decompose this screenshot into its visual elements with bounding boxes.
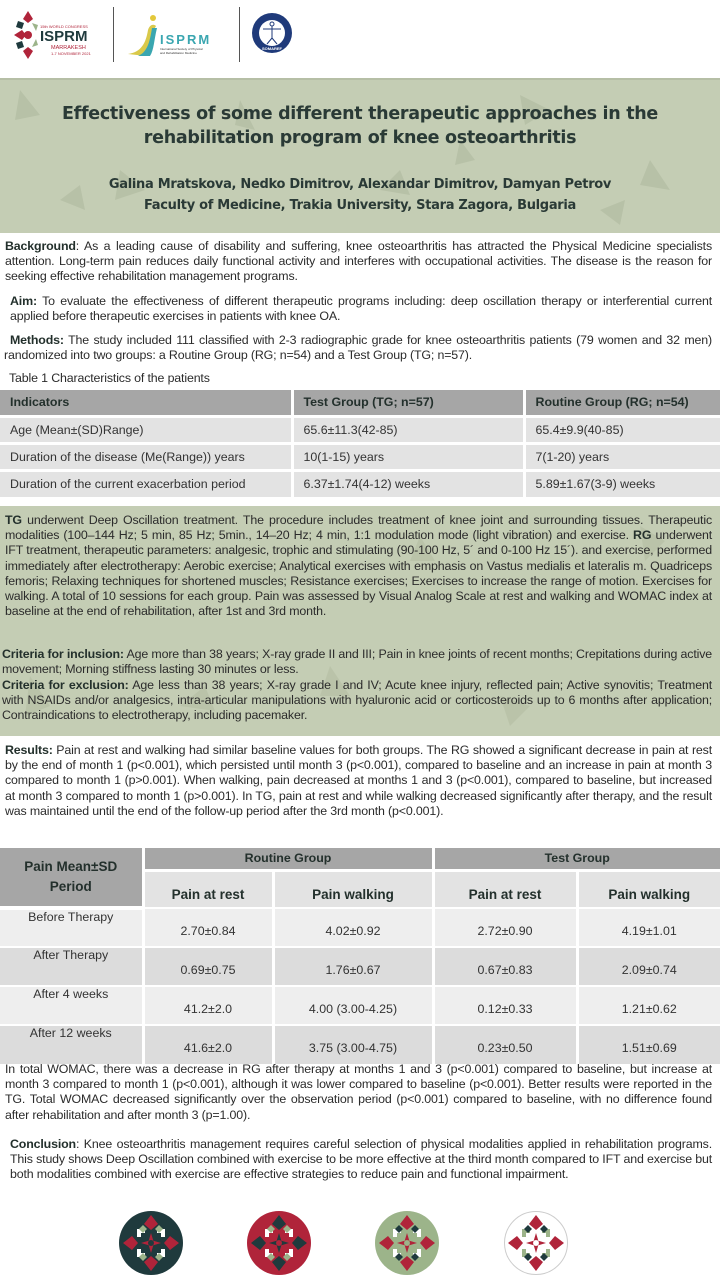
somaref-logo: [251, 12, 293, 54]
header-routine-group: Routine Group (RG; n=54): [524, 390, 720, 416]
value-cell: 41.2±2.0: [143, 986, 273, 1025]
header-indicators: Indicators: [0, 390, 292, 416]
header-test-group: Test Group: [433, 848, 720, 870]
group-header-row: [0, 848, 720, 870]
table-row: [0, 947, 720, 986]
results-label: Results:: [5, 743, 53, 757]
tg-value-cell: 65.6±11.3(42-85): [292, 416, 524, 443]
conclusion-text: : Knee osteoarthritis management requires careful selection of physical modalities applied in rehabilitation programs. This study shows Deep Oscillation combined with exercise to be more effective at the third month compared to IFT and exercise but both modalities combined with exercise are effective strategies to reduce pain and functional impairment.: [10, 1137, 712, 1182]
value-cell: 0.23±0.50: [433, 1025, 577, 1064]
methods-section: [4, 333, 712, 363]
aim-section: [10, 294, 712, 324]
svg-text:ISPRM: ISPRM: [160, 32, 212, 47]
tg-text: underwent Deep Oscillation treatment. The procedure includes treatment of knee joint and surrounding tissues. Therapeutic modalities (100–144 Hz; 5 min, 85 Hz; 5min., 14–20 Hz; 4 min, 1:1 modulation mode (light vibration) and exercise.: [5, 513, 712, 543]
treatment-criteria-panel: [0, 506, 720, 736]
value-cell: 0.67±0.83: [433, 947, 577, 986]
tg-value-cell: 10(1-15) years: [292, 443, 524, 470]
svg-text:15th WORLD CONGRESS: 15th WORLD CONGRESS: [40, 24, 88, 29]
svg-text:SOMAREF: SOMAREF: [262, 46, 282, 51]
header-tg-pain-rest: Pain at rest: [433, 870, 577, 908]
value-cell: 4.00 (3.00-4.25): [273, 986, 433, 1025]
exclusion-text: Age less than 38 years; X-ray grade I and IV; Acute knee injury, reflected pain; Active synovitis; Treatment with NSAIDs and/or analgesics, intra-articular manipulations with hyaluronic acid or corticosteroids up to 6 months after application; Contraindications to electrotherapy, including pacemaker.: [2, 678, 713, 723]
table-header-row: [0, 390, 720, 416]
logo-divider: [113, 7, 114, 62]
inclusion-label: Criteria for inclusion:: [2, 647, 124, 661]
svg-text:International Society of Physi: International Society of Physical: [160, 47, 203, 51]
svg-text:MARRAKESH: MARRAKESH: [51, 45, 86, 51]
title-line-1: Effectiveness of some different therapeutic approaches in the: [61, 104, 658, 124]
medallion-white-icon: [503, 1210, 569, 1276]
corner-header: [0, 848, 143, 908]
svg-text:ISPRM: ISPRM: [40, 28, 88, 45]
rg-value-cell: 7(1-20) years: [524, 443, 720, 470]
table-row: [0, 470, 720, 497]
period-cell: After 4 weeks: [0, 986, 143, 1025]
author-block: [0, 174, 720, 216]
patient-characteristics-table: [0, 390, 720, 497]
table-row: [0, 443, 720, 470]
aim-label: Aim:: [10, 294, 37, 308]
corner-line-2: Period: [49, 879, 92, 894]
background-section: [5, 239, 712, 285]
rg-value-cell: 5.89±1.67(3-9) weeks: [524, 470, 720, 497]
title-line-2: rehabilitation program of knee osteoarthritis: [143, 128, 577, 148]
rg-value-cell: 65.4±9.9(40-85): [524, 416, 720, 443]
womac-section: In total WOMAC, there was a decrease in RG after therapy at months 1 and 3 (p<0.001) compared to baseline, but increase at month 3 compared to month 1 (p<0.001), although it was lower compared to baseline (p<0.001). Better results were reported in the TG. Total WOMAC decreased significantly over the observation period (p<0.001) compared to baseline, with no difference found after rehabilitation and after month 3 (p=1.00).: [5, 1062, 712, 1122]
table-row: [0, 416, 720, 443]
rg-text: underwent IFT treatment, therapeutic parameters: analgesic, trophic and stimulating (90-100 Hz, 5´ and 0-100 Hz 15´). and exercise, performed immediately after electrotherapy: Aerobic exercise; Analytical exercises with emphasis on Vastus medialis et lateralis m. Quadriceps femoris; Relaxing techniques for shortened muscles; Resistance exercises; Exercises to increase the range of motion. Exercises for walking. A total of 10 sessions for each group. Pain was assessed by Visual Analog Scale at rest and walking and WOMAC index at baseline at the end of rehabilitation, after 1st and 3rd month.: [5, 528, 712, 619]
header-rg-pain-rest: Pain at rest: [143, 870, 273, 908]
isprm-logo: [124, 12, 234, 62]
medallion-green-icon: [374, 1210, 440, 1276]
isprm-marrakesh-logo: [14, 8, 104, 62]
table-row: [0, 986, 720, 1025]
value-cell: 0.12±0.33: [433, 986, 577, 1025]
value-cell: 41.6±2.0: [143, 1025, 273, 1064]
poster-title: [0, 102, 720, 150]
table-row: [0, 908, 720, 947]
value-cell: 2.72±0.90: [433, 908, 577, 947]
exclusion-criteria: [2, 678, 712, 724]
value-cell: 0.69±0.75: [143, 947, 273, 986]
affiliation: Faculty of Medicine, Trakia University, Stara Zagora, Bulgaria: [143, 198, 577, 213]
value-cell: 1.51±0.69: [577, 1025, 720, 1064]
header-tg-pain-walking: Pain walking: [577, 870, 720, 908]
inclusion-criteria: [2, 647, 712, 677]
results-text: Pain at rest and walking had similar baseline values for both groups. The RG showed a significant decrease in pain at rest by the end of month 1 (p<0.001), which persisted until month 3 (p<0.001), compared to baseline and an increase in pain at month 3 compared to month 1 (p>0.001). When walking, pain decreased at months 1 and 3 (p<0.001), compared to baseline, but increased at month 3 compared to month 1 (p>0.001). In TG, pain at rest and while walking decreased significantly after therapy, and the result was maintained until the end of the follow-up period after the 3rd month (p<0.001).: [5, 743, 712, 818]
conclusion-label: Conclusion: [10, 1137, 76, 1151]
methods-text: The study included 111 classified with 2-3 radiographic grade for knee osteoarthritis patients (79 women and 32 men) randomized into two groups: a Routine Group (RG; n=54) and a Test Group (TG; n=57).: [4, 333, 712, 363]
authors: Galina Mratskova, Nedko Dimitrov, Alexandar Dimitrov, Damyan Petrov: [108, 177, 612, 192]
background-text: : As a leading cause of disability and suffering, knee osteoarthritis has attracted the Physical Medicine specialists attention. Long-term pain reduces daily functional activity and interferes with occupational activities. The disease is the reason for seeking effective rehabilitation management programs.: [5, 239, 712, 284]
medallion-dark-icon: [118, 1210, 184, 1276]
svg-text:1-7 NOVEMBER 2021: 1-7 NOVEMBER 2021: [51, 51, 91, 56]
value-cell: 3.75 (3.00-4.75): [273, 1025, 433, 1064]
period-cell: After 12 weeks: [0, 1025, 143, 1064]
conclusion-section: [10, 1137, 712, 1183]
indicator-cell: Age (Mean±(SD)Range): [0, 416, 292, 443]
period-cell: After Therapy: [0, 947, 143, 986]
svg-text:and Rehabilitation Medicine: and Rehabilitation Medicine: [160, 51, 197, 55]
value-cell: 2.09±0.74: [577, 947, 720, 986]
corner-line-1: Pain Mean±SD: [24, 859, 118, 874]
methods-label: Methods:: [10, 333, 64, 347]
header-test-group: Test Group (TG; n=57): [292, 390, 524, 416]
footer-medallions: [0, 1210, 720, 1276]
value-cell: 1.76±0.67: [273, 947, 433, 986]
rg-label: RG: [633, 528, 652, 543]
exclusion-label: Criteria for exclusion:: [2, 678, 129, 692]
inclusion-text: Age more than 38 years; X-ray grade II and III; Pain in knee joints of recent months; Crepitations during active movement; Morning stiffness lasting 30 minutes or less.: [2, 647, 712, 677]
pain-results-table: [0, 848, 720, 1064]
results-section: [5, 743, 712, 819]
tg-value-cell: 6.37±1.74(4-12) weeks: [292, 470, 524, 497]
header-rg-pain-walking: Pain walking: [273, 870, 433, 908]
period-cell: Before Therapy: [0, 908, 143, 947]
medallion-red-icon: [246, 1210, 312, 1276]
indicator-cell: Duration of the disease (Me(Range)) years: [0, 443, 292, 470]
value-cell: 4.02±0.92: [273, 908, 433, 947]
value-cell: 2.70±0.84: [143, 908, 273, 947]
indicator-cell: Duration of the current exacerbation period: [0, 470, 292, 497]
aim-text: To evaluate the effectiveness of different therapeutic programs including: deep oscillation therapy or interferential current applied before therapeutic exercises in patients with knee OA.: [10, 294, 712, 324]
title-banner: [0, 78, 720, 233]
logo-divider: [239, 7, 240, 62]
value-cell: 4.19±1.01: [577, 908, 720, 947]
value-cell: 1.21±0.62: [577, 986, 720, 1025]
table1-caption: Table 1 Characteristics of the patients: [9, 371, 210, 385]
background-label: Background: [5, 239, 76, 253]
table-row: [0, 1025, 720, 1064]
header-routine-group: Routine Group: [143, 848, 433, 870]
logo-header: [0, 0, 720, 78]
treatment-description: [5, 513, 712, 619]
tg-label: TG: [5, 513, 22, 527]
